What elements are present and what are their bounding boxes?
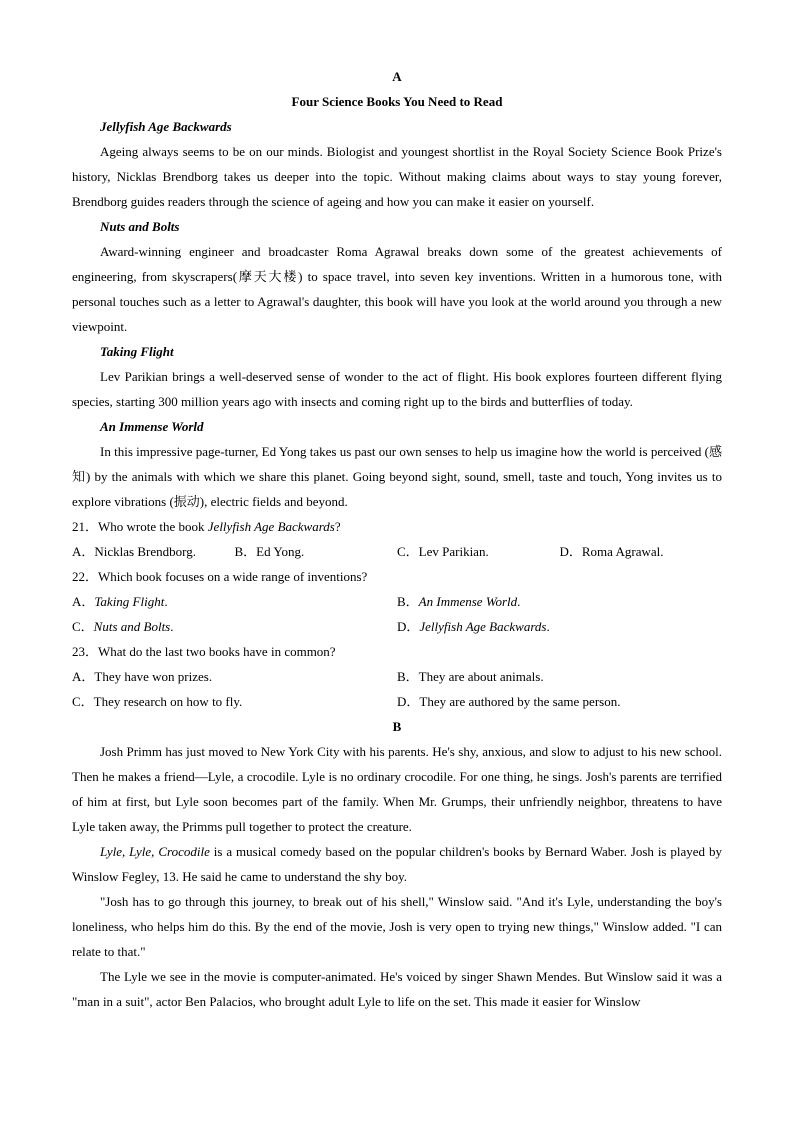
book-title: Jellyfish Age Backwards (100, 119, 232, 134)
book-title: Nuts and Bolts (100, 219, 180, 234)
option-letter: A． (72, 544, 95, 559)
option-d[interactable] (397, 689, 722, 714)
book-description: Ageing always seems to be on our minds. Biologist and youngest shortlist in the Royal Society Science Book Prize's history, Nicklas Brendborg takes us deeper into the topic. Without making claims about ways to stay young forever, Brendborg guides readers through the science of ageing and how you can make it easier on yourself. (72, 144, 722, 209)
option-text: Nuts and Bolts (93, 619, 171, 634)
movie-title: Lyle, Lyle, Crocodile (100, 844, 210, 859)
option-letter: A． (72, 669, 95, 684)
question-number: 23． (72, 644, 99, 659)
option-suffix: . (517, 594, 521, 609)
option-letter: C． (397, 544, 419, 559)
question-23-options-row1 (72, 664, 722, 689)
option-text: Ed Yong. (256, 544, 305, 559)
paragraph: "Josh has to go through this journey, to break out of his shell," Winslow said. "And it's Lyle, understanding the boy's loneliness, who helps him do this. By the end of the movie, Josh is very open to trying new things," Winslow added. "I can relate to that." (72, 894, 722, 959)
book-title: An Immense World (100, 419, 204, 434)
paragraph (72, 839, 722, 889)
question-22-options-row2 (72, 614, 722, 639)
paragraph: Josh Primm has just moved to New York City with his parents. He's shy, anxious, and slow to adjust to his new school. Then he makes a friend—Lyle, a crocodile. Lyle is no ordinary crocodile. For one thing, he sings. Josh's parents are terrified of him at first, but Lyle soon becomes part of the family. When Mr. Grumps, their unfriendly neighbor, threatens to have Lyle taken away, the Primms pull together to protect the creature. (72, 744, 722, 834)
question-22 (72, 564, 722, 589)
question-21 (72, 514, 722, 539)
question-stem-italic: Jellyfish Age Backwards (207, 519, 335, 534)
section-b-letter: B (392, 719, 402, 734)
option-text: Nicklas Brendborg. (94, 544, 196, 559)
option-letter: B． (234, 544, 257, 559)
option-b[interactable] (397, 664, 722, 689)
option-text: An Immense World (418, 594, 518, 609)
question-stem: What do the last two books have in common? (98, 644, 336, 659)
option-text: They are about animals. (418, 669, 544, 684)
option-d[interactable] (397, 614, 722, 639)
option-a[interactable] (72, 664, 397, 689)
option-b[interactable] (397, 589, 722, 614)
option-c[interactable] (72, 614, 397, 639)
option-a[interactable] (72, 539, 235, 564)
option-text: They have won prizes. (94, 669, 213, 684)
option-a[interactable] (72, 589, 397, 614)
question-22-options-row1 (72, 589, 722, 614)
option-suffix: . (170, 619, 174, 634)
question-21-options (72, 539, 722, 564)
paragraph-text: is a musical comedy based on the popular children's books by Bernard Waber. Josh is played by Winslow Fegley, 13. He said he came to understand the shy boy. (72, 844, 722, 884)
option-letter: B． (397, 669, 419, 684)
book-description: In this impressive page-turner, Ed Yong takes us past our own senses to help us imagine how the world is perceived (感知) by the animals with which we share this planet. Going beyond sight, sound, smell, taste and touch, Yong invites us to explore vibrations (振动), electric fields and beyond. (72, 444, 722, 509)
option-c[interactable] (72, 689, 397, 714)
book-description: Award-winning engineer and broadcaster Roma Agrawal breaks down some of the greatest achievements of engineering, from skyscrapers(摩天大楼) to space travel, into seven key inventions. Written in a humorous tone, with personal touches such as a letter to Agrawal's daughter, this book will have you look at the world around you through a new viewpoint. (72, 244, 722, 334)
option-suffix: . (164, 594, 168, 609)
option-letter: D． (397, 619, 420, 634)
option-c[interactable] (397, 539, 560, 564)
option-d[interactable] (560, 539, 723, 564)
option-letter: D． (397, 694, 420, 709)
section-a-letter: A (392, 69, 402, 84)
option-suffix: . (546, 619, 550, 634)
page (72, 64, 722, 1014)
option-letter: A． (72, 594, 95, 609)
book-description: Lev Parikian brings a well-deserved sense of wonder to the act of flight. His book explores fourteen different flying species, starting 300 million years ago with insects and coming right up to the birds and butterflies of today. (72, 369, 722, 409)
question-23 (72, 639, 722, 664)
question-number: 22． (72, 569, 99, 584)
option-text: Jellyfish Age Backwards (419, 619, 547, 634)
option-text: Taking Flight (94, 594, 165, 609)
question-stem: Who wrote the book (98, 519, 208, 534)
question-23-options-row2 (72, 689, 722, 714)
option-letter: B． (397, 594, 419, 609)
option-letter: C． (72, 619, 94, 634)
option-text: They research on how to fly. (93, 694, 243, 709)
question-stem-end: ? (334, 519, 341, 534)
book-title: Taking Flight (100, 344, 174, 359)
question-stem: Which book focuses on a wide range of inventions? (98, 569, 368, 584)
option-b[interactable] (235, 539, 398, 564)
option-text: Lev Parikian. (418, 544, 489, 559)
option-letter: C． (72, 694, 94, 709)
option-letter: D． (559, 544, 582, 559)
option-text: They are authored by the same person. (419, 694, 621, 709)
section-a-title: Four Science Books You Need to Read (291, 94, 503, 109)
question-number: 21． (72, 519, 99, 534)
option-text: Roma Agrawal. (581, 544, 664, 559)
paragraph: The Lyle we see in the movie is computer-animated. He's voiced by singer Shawn Mendes. But Winslow said it was a "man in a suit", actor Ben Palacios, who brought adult Lyle to life on the set. This made it easier for Winslow (72, 969, 722, 1009)
